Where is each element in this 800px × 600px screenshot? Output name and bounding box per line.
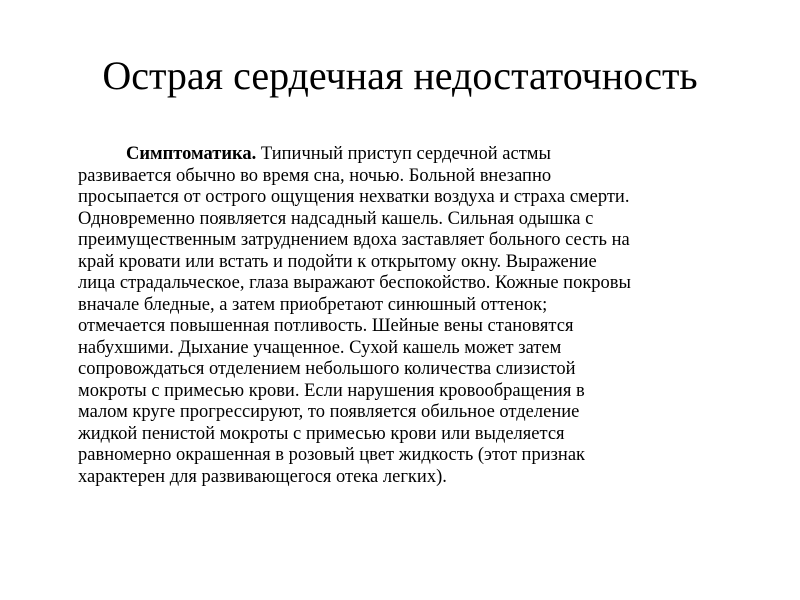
body-line: развивается обычно во время сна, ночью. Больной внезапно [78, 165, 552, 186]
body-line: преимущественным затруднением вдоха заставляет больного сесть на [78, 230, 630, 250]
body-line: просыпается от острого ощущения нехватки воздуха и страха смерти. [78, 187, 630, 207]
slide-title: Острая сердечная недостаточность [102, 53, 698, 98]
body-line: жидкой пенистой мокроты с примесью крови или выделяется [78, 423, 565, 444]
body-line-1 [78, 144, 758, 166]
body-line: край кровати или встать и подойти к открытому окну. Выражение [78, 251, 597, 272]
body-first-line-text: Типичный приступ сердечной астмы [256, 144, 551, 164]
body-line: малом круге прогрессируют, то появляется обильное отделение [78, 402, 580, 422]
body-line: мокроты с примесью крови. Если нарушения кровообращения в [78, 380, 585, 401]
body-line: отмечается повышенная потливость. Шейные вены становятся [78, 316, 574, 336]
body-line: сопровождаться отделением небольшого количества слизистой [78, 359, 576, 379]
body-line: Одновременно появляется надсадный кашель. Сильная одышка с [78, 208, 594, 229]
body-line: набухшими. Дыхание учащенное. Сухой кашель может затем [78, 337, 562, 358]
body-line: лица страдальческое, глаза выражают беспокойство. Кожные покровы [78, 273, 631, 293]
body-lead-term: Симптоматика. [126, 144, 257, 164]
body-line: равномерно окрашенная в розовый цвет жидкость (этот признак [78, 445, 586, 465]
body-line: вначале бледные, а затем приобретают синюшный оттенок; [78, 294, 548, 315]
body-line: характерен для развивающегося отека легких). [78, 466, 447, 487]
slide-body-text [78, 144, 758, 488]
